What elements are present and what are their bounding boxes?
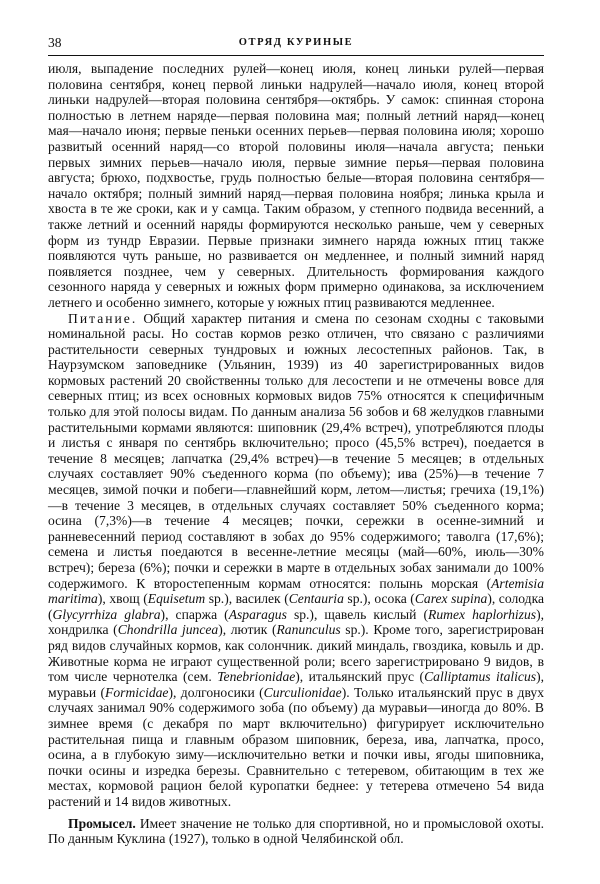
feeding-text: sp.), осока ( bbox=[343, 591, 415, 607]
paragraph-moult: июля, выпадение последних рулей—конец июля, конец линьки рулей—первая половина сентября, конец первой линьки надрулей—начало июля, конец второй линьки надрулей—вторая половина сентября—октябрь. У самок: спинная сторона полностью в летнем наряде—первая половина мая; полный летний наряд—конец мая—начало июня; первые пеньки осенних перьев—первая половина июля; хорошо развитый осенний наряд—со второй половины июля—начала августа; пеньки первых зимних перьев—начало июля, первые зимние перья—первая половина августа; брюхо, подхвостье, грудь полностью белые—вторая половина сентября—начало октября; полный зимний наряд—первая половина ноября; линька крыла и хвоста в те же сроки, как и у самца. Таким образом, у степного подвида весенний, а также летний и осенний наряды формируются несколько раньше, чем у северных форм из тундр Евразии. Первые признаки зимнего наряда южных птиц также появляются чуть раньше, но развивается он медленнее, и полный зимний наряд появляется позднее, чем у северных. Длительность формирования каждого сезонного наряда у северных и южных форм примерно одинакова, за исключением летнего и особенно зимнего, которые у южных птиц развиваются медленнее. bbox=[48, 61, 544, 310]
species-name: Curculionidae bbox=[263, 684, 342, 700]
species-name: Ranunculus bbox=[276, 622, 341, 638]
species-name: Equisetum bbox=[147, 591, 206, 607]
species-name: Formicidae bbox=[105, 684, 169, 700]
feeding-text: ), долгоносики ( bbox=[168, 684, 264, 700]
feeding-text: ), муравьи ( bbox=[48, 669, 544, 700]
header-rule bbox=[48, 55, 544, 56]
paragraph-hunting bbox=[48, 816, 544, 847]
species-name: Rumex haplorhizus bbox=[428, 606, 537, 622]
feeding-text: ), солодка ( bbox=[48, 591, 544, 622]
feeding-text: sp.), щавель кислый ( bbox=[286, 606, 429, 622]
feeding-text: sp.). Кроме того, зарегистрирован ряд видов случайных кормов, как солончник. дикий миндаль, гвоздика, ковыль и др. Животные корма не играют существенной роли; всего зарегистрировано 9 видов, в том числе чернотелка (сем. bbox=[48, 622, 545, 685]
species-name: Artemisia maritima bbox=[48, 575, 544, 607]
section-heading-feeding: Питание. bbox=[68, 310, 138, 326]
species-name: Carex supina bbox=[414, 591, 488, 607]
species-name: Glycyrrhiza glabra bbox=[52, 606, 161, 622]
page-header bbox=[48, 34, 544, 52]
feeding-text: ), хвощ ( bbox=[97, 591, 148, 607]
feeding-text: ), хондрилка ( bbox=[48, 606, 544, 638]
species-name: Chondrilla juncea bbox=[117, 622, 219, 638]
feeding-text: ), спаржа ( bbox=[160, 606, 229, 622]
species-name: Tenebrionidae bbox=[217, 669, 296, 685]
paragraph-feeding bbox=[48, 311, 544, 810]
feeding-text: ), итальянский прус ( bbox=[295, 669, 425, 685]
feeding-text: Общий характер питания и смена по сезонам сходны с таковыми номинальной расы. Но состав кормов резко отличен, что связано с различиями растительности северных тундровых и южных лесостепных районов. Так, в Наурзумском заповеднике (Ульянин, 1939) из 40 зарегистрированных видов кормовых растений 20 свойственны только для лесостепи и не отмечены вовсе для северных птиц; из всех основных кормовых видов 75% относятся к специфичным только для этой полосы видам. По данным анализа 56 зобов и 68 желудков главными растительными кормами являются: шиповник (29,4% встреч), употребляются плоды и листья с января по сентябрь включительно; просо (45,5% встреч), поедается в течение 8 месяцев; лапчатка (29,4% встреч)—в течение 5 месяцев; в отдельных случаях составляет 90% съеденного корма (по объему); ива (25%)—в течение 7 месяцев, зимой почки и побеги—главнейший корм, летом—листья; гречиха (19,1%)—в течение 3 месяцев, в отдельных случаях составляет 50% съеденного корма; осина (7,3%)—в течение 4 месяцев; почки, сережки в осенне-зимний и ранневесенний период составляют в зобах до 95% содержимого; таволга (17,6%); семена и листья поедаются в весенне-летние месяцы (май—60%, июль—30% встреч); береза (6%); почки и сережки в марте в отдельных зобах занимали до 100% содержимого. К второстепенным кормам относятся: полынь морская ( bbox=[48, 310, 545, 591]
feeding-text: ). Только итальянский прус в двух случаях занимал 90% содержимого зоба (по объему) да муравьи—иногда до 80%. В зимнее время (с декабря по март включительно) фигурирует исключительно растительная пища и главным образом шиповник, береза, ива, лапчатка, просо, осина, а в глубокую зиму—исключительно ветки и почки ивы, ягоды шиповника, почки осины и изредка березы. Сравнительно с тетеревом, обитающим в тех же местах, кормовой рацион белой куропатки беднее: у тетерева отмечено 54 вида растений и 14 видов животных. bbox=[48, 684, 544, 809]
species-name: Centauria bbox=[288, 591, 344, 607]
page-number: 38 bbox=[48, 35, 62, 50]
feeding-text: ), лютик ( bbox=[218, 622, 277, 638]
feeding-text: sp.), василек ( bbox=[205, 591, 289, 607]
hunting-text: Имеет значение не только для спортивной, но и промысловой охоты. По данным Куклина (1927), только в одной Челябинской обл. bbox=[48, 815, 544, 847]
species-name: Asparagus bbox=[228, 606, 287, 622]
body-text bbox=[48, 61, 544, 847]
species-name: Calliptamus italicus bbox=[424, 669, 537, 685]
section-heading-hunting: Промысел. bbox=[68, 815, 136, 831]
running-title: ОТРЯД КУРИНЫЕ bbox=[238, 37, 354, 48]
